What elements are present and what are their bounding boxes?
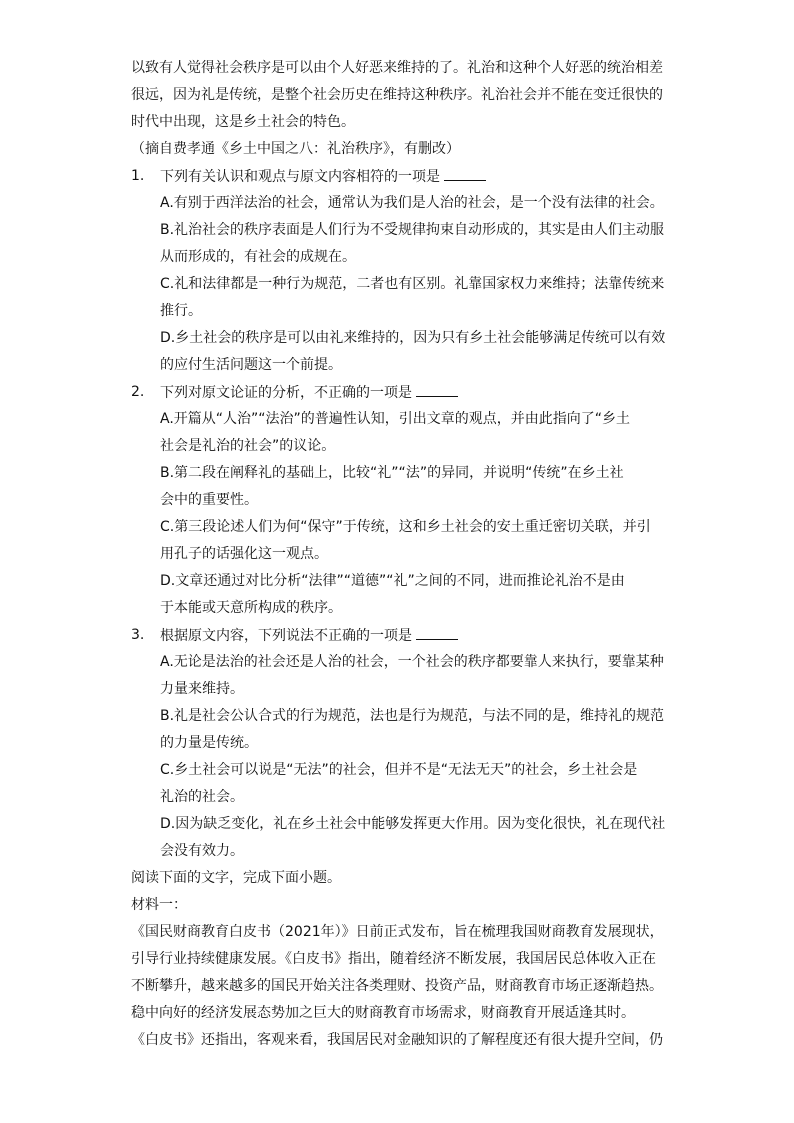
material-paragraph-line: 引导行业持续健康发展。《白皮书》指出，随着经济不断发展，我国居民总体收入正在 xyxy=(131,951,656,967)
reading-instruction: 阅读下面的文字，完成下面小题。 xyxy=(131,870,341,886)
option-line: D.因为缺乏变化，礼在乡土社会中能够发挥更大作用。因为变化很快，礼在现代社 xyxy=(160,816,666,832)
answer-blank[interactable] xyxy=(416,382,458,397)
option-line: A.开篇从“人治”“法治”的普遍性认知，引出文章的观点，并由此指向了“乡土 xyxy=(160,411,631,427)
question-stem-text: 下列有关认识和观点与原文内容相符的一项是 xyxy=(160,169,440,185)
option-continuation-line: 于本能或天意所构成的秩序。 xyxy=(160,600,342,616)
option-line: C.乡土社会可以说是“无法”的社会，但并不是“无法无天”的社会，乡土社会是 xyxy=(160,762,638,778)
option-continuation-line: 用孔子的话强化这一观点。 xyxy=(160,546,328,562)
answer-blank[interactable] xyxy=(444,166,486,181)
option-line: B.礼治社会的秩序表面是人们行为不受规律拘束自动形成的，其实是由人们主动服 xyxy=(160,222,665,238)
option-continuation-line: 力量来维持。 xyxy=(160,681,244,697)
option-continuation-line: 推行。 xyxy=(160,303,202,319)
intro-paragraph-line: 以致有人觉得社会秩序是可以由个人好恶来维持的了。礼治和这种个人好恶的统治相差 xyxy=(131,60,663,76)
question-number: 2. xyxy=(131,384,145,400)
option-line: A.有别于西洋法治的社会，通常认为我们是人治的社会，是一个没有法律的社会。 xyxy=(160,195,664,211)
intro-paragraph-line: 时代中出现，这是乡土社会的特色。 xyxy=(131,114,355,130)
question-number: 1. xyxy=(131,168,145,184)
source-note: （摘自费孝通《乡土中国之八：礼治秩序》，有删改） xyxy=(131,141,460,157)
option-line: D.文章还通过对比分析“法律”“道德”“礼”之间的不同，进而推论礼治不是由 xyxy=(160,573,625,589)
material-paragraph-line: 不断攀升，越来越多的国民开始关注各类理财、投资产品，财商教育市场正逐渐趋热。 xyxy=(131,978,663,994)
material-label: 材料一： xyxy=(131,897,187,913)
option-continuation-line: 的力量是传统。 xyxy=(160,735,258,751)
material-paragraph-line: 《国民财商教育白皮书（2021年）》日前正式发布，旨在梳理我国财商教育发展现状， xyxy=(131,924,664,940)
question-stem xyxy=(160,382,458,402)
material-paragraph-line: 稳中向好的经济发展态势加之巨大的财商教育市场需求，财商教育开展适逢其时。 xyxy=(131,1005,635,1021)
option-continuation-line: 的应付生活问题这一个前提。 xyxy=(160,357,342,373)
option-continuation-line: 会中的重要性。 xyxy=(160,492,258,508)
option-line: B.礼是社会公认合式的行为规范，法也是行为规范，与法不同的是，维持礼的规范 xyxy=(160,708,665,724)
option-continuation-line: 从而形成的，有社会的成规在。 xyxy=(160,249,356,265)
question-stem-text: 下列对原文论证的分析，不正确的一项是 xyxy=(160,385,412,401)
question-stem xyxy=(160,166,486,186)
material-paragraph-line: 《白皮书》还指出，客观来看，我国居民对金融知识的了解程度还有很大提升空间，仍 xyxy=(131,1032,663,1048)
option-continuation-line: 会没有效力。 xyxy=(160,843,244,859)
question-stem-text: 根据原文内容，下列说法不正确的一项是 xyxy=(160,628,412,644)
question-stem xyxy=(160,625,458,645)
question-number: 3. xyxy=(131,627,145,643)
option-line: D.乡土社会的秩序是可以由礼来维持的，因为只有乡土社会能够满足传统可以有效 xyxy=(160,330,666,346)
answer-blank[interactable] xyxy=(416,625,458,640)
option-line: C.第三段论述人们为何“保守”于传统，这和乡土社会的安土重迁密切关联，并引 xyxy=(160,519,651,535)
intro-paragraph-line: 很远，因为礼是传统，是整个社会历史在维持这种秩序。礼治社会并不能在变迁很快的 xyxy=(131,87,663,103)
option-continuation-line: 礼治的社会。 xyxy=(160,789,244,805)
option-line: A.无论是法治的社会还是人治的社会，一个社会的秩序都要靠人来执行，要靠某种 xyxy=(160,654,664,670)
option-line: B.第二段在阐释礼的基础上，比较“礼”“法”的异同，并说明“传统”在乡土社 xyxy=(160,465,624,481)
option-line: C.礼和法律都是一种行为规范，二者也有区别。礼靠国家权力来维持；法靠传统来 xyxy=(160,276,665,292)
option-continuation-line: 社会是礼治的社会”的议论。 xyxy=(160,438,336,454)
